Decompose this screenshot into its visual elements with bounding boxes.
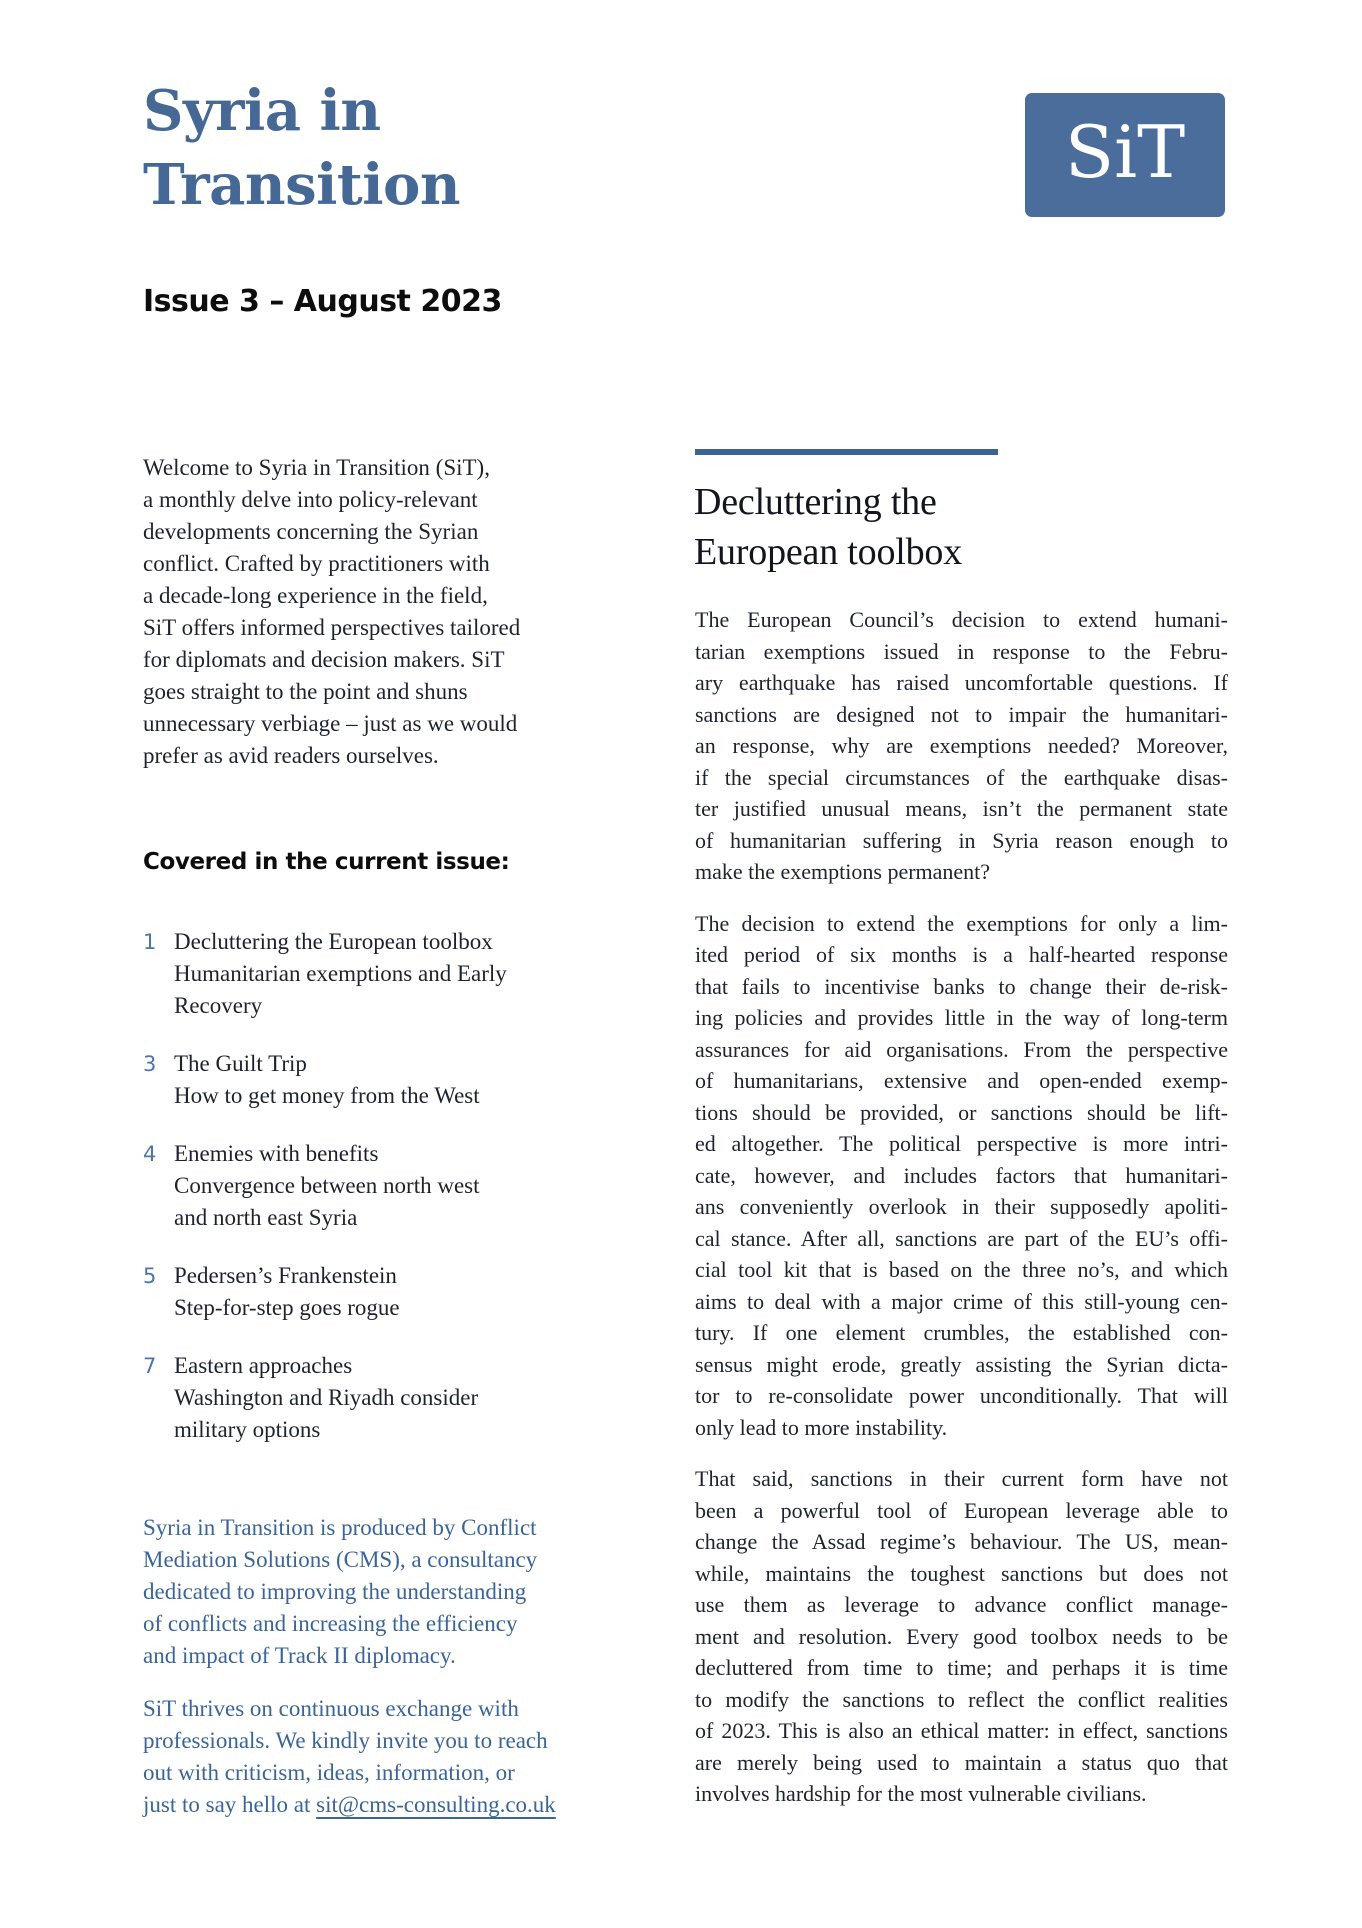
text-line: Decluttering the bbox=[694, 481, 937, 523]
toc-item-title: Enemies with benefits bbox=[174, 1141, 379, 1166]
text-line: if the special circumstances of the earthquake disas- bbox=[695, 764, 1228, 790]
text-line: tions should be provided, or sanctions should be lift- bbox=[695, 1099, 1228, 1125]
text-line: ing policies and provides little in the way of long-term bbox=[695, 1005, 1228, 1030]
toc-item-page-number: 4 bbox=[143, 1142, 157, 1166]
toc-heading: Covered in the current issue: bbox=[143, 849, 510, 875]
text-line: How to get money from the West bbox=[174, 1083, 480, 1108]
text-line: prefer as avid readers ourselves. bbox=[143, 743, 439, 768]
text-line: decluttered from time to time; and perhaps it is time bbox=[695, 1655, 1228, 1680]
toc-item bbox=[143, 926, 507, 1022]
toc-item-subtitle bbox=[174, 1170, 507, 1234]
text-line: tor to re-consolidate power unconditionally. That will bbox=[695, 1383, 1228, 1408]
text-line: of humanitarians, extensive and open-ended exemp- bbox=[695, 1068, 1228, 1093]
text-line: that fails to incentivise banks to change their de-risk- bbox=[695, 973, 1228, 999]
toc-item bbox=[143, 1260, 507, 1324]
text-line: involves hardship for the most vulnerable civilians. bbox=[695, 1781, 1147, 1806]
text-line: Syria in Transition is produced by Conflict bbox=[143, 1515, 537, 1540]
text-line: ans conveniently overlook in their supposedly apoliti- bbox=[695, 1194, 1228, 1219]
contact-paragraph bbox=[143, 1693, 556, 1821]
text-line: The decision to extend the exemptions for only a lim- bbox=[695, 910, 1228, 936]
text-line: unnecessary verbiage – just as we would bbox=[143, 711, 518, 736]
toc-item-title: The Guilt Trip bbox=[174, 1051, 307, 1076]
toc-item-title: Pedersen’s Frankenstein bbox=[174, 1263, 397, 1288]
text-line: tury. If one element crumbles, the established con- bbox=[695, 1320, 1228, 1345]
text-line: of humanitarian suffering in Syria reason enough to bbox=[695, 827, 1228, 853]
about-paragraph bbox=[143, 1512, 556, 1672]
text-line: for diplomats and decision makers. SiT bbox=[143, 647, 505, 672]
text-line: Step-for-step goes rogue bbox=[174, 1295, 400, 1320]
text-line: SiT offers informed perspectives tailored bbox=[143, 615, 521, 640]
toc-item-page-number: 3 bbox=[143, 1052, 157, 1076]
toc-item-subtitle bbox=[174, 1080, 507, 1112]
article-divider-rule bbox=[695, 449, 998, 455]
text-line: while, maintains the toughest sanctions but does not bbox=[695, 1560, 1228, 1586]
text-line: assurances for aid organisations. From the perspective bbox=[695, 1036, 1228, 1062]
text-line: and impact of Track II diplomacy. bbox=[143, 1643, 456, 1668]
text-line: The European Council’s decision to extend humani- bbox=[695, 607, 1228, 632]
text-line: a monthly delve into policy-relevant bbox=[143, 487, 478, 512]
article-paragraph bbox=[695, 604, 1228, 888]
text-line: and north east Syria bbox=[174, 1205, 358, 1230]
text-line: Welcome to Syria in Transition (SiT), bbox=[143, 455, 490, 480]
intro-paragraph bbox=[143, 452, 520, 772]
contact-line bbox=[143, 1789, 556, 1821]
sit-logo-text: SiT bbox=[1064, 110, 1186, 194]
text-line: an response, why are exemptions needed? Moreover, bbox=[695, 733, 1228, 758]
text-line: conflict. Crafted by practitioners with bbox=[143, 551, 490, 576]
toc-item-title: Decluttering the European toolbox bbox=[174, 929, 493, 954]
text-line: That said, sanctions in their current form have not bbox=[695, 1466, 1228, 1491]
table-of-contents bbox=[143, 926, 507, 1472]
text-line: cal stance. After all, sanctions are part of the EU’s offi- bbox=[695, 1225, 1228, 1251]
article-paragraph bbox=[695, 908, 1228, 1444]
toc-item-page-number: 7 bbox=[143, 1354, 157, 1378]
text-line: use them as leverage to advance conflict manage- bbox=[695, 1592, 1228, 1617]
text-line: make the exemptions permanent? bbox=[695, 859, 991, 884]
text-line: Syria in bbox=[143, 78, 381, 144]
text-line: of 2023. This is also an ethical matter: in effect, sanctions bbox=[695, 1718, 1228, 1743]
text-line: goes straight to the point and shuns bbox=[143, 679, 468, 704]
toc-item-subtitle bbox=[174, 1292, 507, 1324]
text-line: of conflicts and increasing the efficiency bbox=[143, 1611, 518, 1636]
toc-item-page-number: 5 bbox=[143, 1264, 157, 1288]
text-line: ter justified unusual means, isn’t the permanent state bbox=[695, 796, 1228, 821]
toc-item-page-number: 1 bbox=[143, 930, 157, 954]
text-line: Recovery bbox=[174, 993, 263, 1018]
text-line: to modify the sanctions to reflect the conflict realities bbox=[695, 1686, 1228, 1712]
sit-logo bbox=[1025, 93, 1225, 217]
text-line: cial tool kit that is based on the three no’s, and which bbox=[695, 1257, 1228, 1282]
text-line: dedicated to improving the understanding bbox=[143, 1579, 527, 1604]
text-line: Convergence between north west bbox=[174, 1173, 480, 1198]
text-line: only lead to more instability. bbox=[695, 1414, 948, 1440]
contact-email-link[interactable]: sit@cms-consulting.co.uk bbox=[316, 1792, 556, 1817]
about-section bbox=[143, 1512, 556, 1821]
text-line: professionals. We kindly invite you to reach bbox=[143, 1728, 548, 1753]
text-line: ited period of six months is a half-hearted response bbox=[695, 942, 1228, 967]
text-line: ary earthquake has raised uncomfortable questions. If bbox=[695, 670, 1228, 695]
text-line: sensus might erode, greatly assisting the Syrian dicta- bbox=[695, 1351, 1228, 1377]
text-line: change the Assad regime’s behaviour. The US, mean- bbox=[695, 1529, 1228, 1554]
text-line: Transition bbox=[143, 152, 461, 218]
masthead-title bbox=[143, 74, 460, 222]
text-line: Washington and Riyadh consider bbox=[174, 1385, 479, 1410]
article-body bbox=[695, 604, 1228, 1830]
toc-item-title: Eastern approaches bbox=[174, 1353, 353, 1378]
text-line: been a powerful tool of European leverage able to bbox=[695, 1497, 1228, 1523]
text-line: ment and resolution. Every good toolbox needs to be bbox=[695, 1623, 1228, 1649]
text-line: cate, however, and includes factors that humanitari- bbox=[695, 1162, 1228, 1188]
contact-prefix: just to say hello at bbox=[143, 1792, 317, 1817]
text-line: Humanitarian exemptions and Early bbox=[174, 961, 507, 986]
text-line: developments concerning the Syrian bbox=[143, 519, 479, 544]
toc-item bbox=[143, 1350, 507, 1446]
article-paragraph bbox=[695, 1463, 1228, 1810]
text-line: tarian exemptions issued in response to the Febru- bbox=[695, 638, 1228, 664]
text-line: Mediation Solutions (CMS), a consultancy bbox=[143, 1547, 538, 1572]
text-line: a decade-long experience in the field, bbox=[143, 583, 488, 608]
text-line: military options bbox=[174, 1417, 321, 1442]
text-line: European toolbox bbox=[694, 531, 963, 573]
toc-item bbox=[143, 1048, 507, 1112]
text-line: ed altogether. The political perspective is more intri- bbox=[695, 1131, 1228, 1156]
text-line: aims to deal with a major crime of this still-young cen- bbox=[695, 1288, 1228, 1314]
toc-item bbox=[143, 1138, 507, 1234]
article-title bbox=[694, 477, 962, 577]
text-line: sanctions are designed not to impair the humanitari- bbox=[695, 701, 1228, 727]
toc-item-subtitle bbox=[174, 1382, 507, 1446]
text-line: SiT thrives on continuous exchange with bbox=[143, 1696, 519, 1721]
text-line: are merely being used to maintain a status quo that bbox=[695, 1749, 1228, 1775]
text-line: out with criticism, ideas, information, or bbox=[143, 1760, 515, 1785]
toc-item-subtitle bbox=[174, 958, 507, 1022]
issue-line: Issue 3 – August 2023 bbox=[143, 284, 502, 319]
